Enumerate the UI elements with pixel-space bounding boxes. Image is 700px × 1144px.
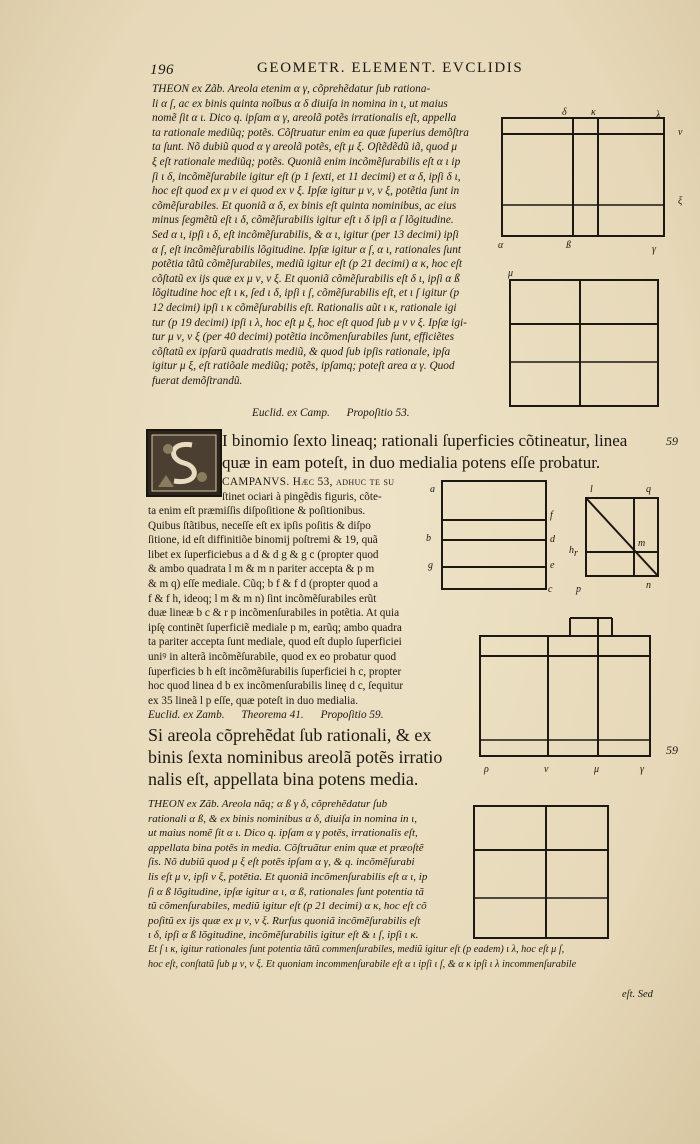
text-line: minus ſegmẽtũ eſt ι δ, cõmẽſurabilis igitur eſt ι δ ipſi α ſ lõgitudine.: [152, 214, 454, 227]
fig3-label: h: [569, 545, 574, 556]
text-line: hoc eſt, conſtatũ ſub μ ν, ν ξ. Et quoniam incommenſurabile eſt α ι ipſi ι ſ, & α κ ipſi ι λ incommenſurabile: [148, 958, 577, 970]
text-line: tũ cõmenſurabiles, mediũ igitur eſt (p 21 decimi) α κ, hoc eſt cõ: [148, 900, 427, 913]
figure-3: [442, 481, 546, 589]
text-line: li α ſ, ac ex binis quinta noĩbus α δ diuiſa in nomina in ι, ut maius: [152, 97, 448, 110]
text-line: ut maius nomẽ ſit α ι. Dico q. ipſam α γ potẽs, irrationalis eſt,: [148, 827, 418, 840]
fig3-label: b: [426, 533, 431, 544]
text-line: ι δ, ipſi α ß lõgitudine, incõmẽſurabilis igitur eſt & ι ſ, ipſi ι κ.: [148, 929, 419, 942]
text-line: α ſ, eſt incõmẽſurabilis lõgitudine. Ipſæ igitur α ſ, α ι, rationales ſunt: [152, 243, 461, 256]
text-line: ta pariter accepta ſunt mediale, quod eſt duplo ſuperficiei: [148, 636, 402, 649]
text-line: I binomio ſexto lineaq; rationali ſuperficies cõtineatur, linea: [222, 431, 628, 450]
text-line: & m q) eſſe mediale. Cũq; b f & f d (propter quod a: [148, 577, 378, 590]
fig5-label: ν: [544, 764, 549, 775]
text-line: igitur μ ξ, eſt ratiõale mediũq; potẽs, ipſamq; poteſt area α γ. Quod: [152, 360, 455, 373]
fig3-label: p: [576, 584, 581, 595]
fig1-label: ξ: [678, 196, 683, 207]
page-number: 196: [150, 62, 174, 78]
text-line: Sed α ι, ipſi ι δ, eſt incõmẽſurabilis, & α ι, igitur (per 13 decimi) ipſi: [152, 228, 459, 241]
text-line: Et ſ ι κ, igitur rationales ſunt potentia tãtũ commenſurabiles, mediũ igitur eſt (p eadem) ι λ, hoc eſt μ ſ,: [148, 944, 565, 955]
ref-source: Euclid. ex Camp.: [252, 407, 330, 419]
fig3-label: a: [430, 484, 435, 495]
text-line: duæ lineæ b c & r p incõmenſurabiles in potẽtia. At quia: [148, 607, 400, 620]
fig3-label: f: [550, 510, 553, 521]
text-line: 12 decimi) ipſi ι κ cõmẽſurabilis eſt. Rationalis aũt ι κ, rationale igi: [152, 301, 457, 314]
figure-4: [586, 498, 658, 576]
text-line: cõmẽſurabiles. Et quoniã α δ, ex binis eſt quinta nominibus, ac eius: [152, 199, 457, 212]
text-line: ſis. Nõ dubiũ quod μ ξ eſt potẽs ipſam α γ, & q. incõmẽſurabi: [148, 856, 415, 869]
text-line: rationali α ß, & ex binis nominibus α δ, diuiſa in nomina in ι,: [148, 812, 418, 825]
text-line: ta enim eſt præmiſſis diſpoſitione & poſitionibus.: [148, 505, 366, 517]
fig4-label: r: [574, 548, 578, 559]
text-line: THEON ex Zãb. Areola nãq; α ß γ δ, cõprehẽdatur ſub: [148, 798, 388, 810]
fig5-label: γ: [640, 764, 644, 775]
text-line: uniꝰ in alterã incõmẽſurabile, quod ex eo probatur quod: [148, 650, 397, 663]
text-line: ſi α ß lõgitudine, ipſæ igitur α ι, α ß, rationales ſunt potentia tã: [148, 885, 424, 898]
text-line: hoc quod linea d b ex incõmenſurabilis lineę d c, ſequitur: [148, 680, 404, 693]
text-line: cõſtatũ ex ijs quæ ex μ ν, ν ξ. Et quoniã cõmẽſurabilis eſt δ ι, ipſi α ß: [152, 272, 460, 285]
text-line: fuerat demõſtrandũ.: [152, 374, 243, 387]
figure-6: [474, 806, 608, 938]
margin-number: 59: [666, 434, 678, 448]
text-line: ſi ι δ, incõmẽſurabile igitur eſt (p 1 ſexti, et 11 decimi) et α δ, ipſi δ ι,: [152, 170, 461, 183]
fig1-label: δ: [562, 107, 567, 118]
text-line: CAMPANVS. Hæc 53, adhuc te ſu: [222, 476, 395, 488]
text-line: lis eſt μ ν, ipſi ν ξ, potẽtia. Et quoniã incõmenſurabilis eſt α ι, ip: [148, 870, 428, 883]
text-line: f & f h, ideoq; l m & m n) ſint incõmẽſurabiles erũt: [148, 592, 377, 605]
fig1-label: ν: [678, 127, 683, 138]
text-line: & ambo quadrata l m & m n pariter accepta & p m: [148, 563, 375, 576]
fig1-label: ß: [566, 240, 571, 251]
fig1-label: α: [498, 240, 504, 251]
text-line: ta rationale mediũq; potẽs. Cõſtruatur enim ea quæ ſuperius demõſtra: [152, 126, 469, 139]
fig3-label: d: [550, 534, 555, 545]
fig5-label: ρ: [484, 764, 489, 775]
text-line: ξ eſt rationale mediũq; potẽs. Quoniã enim incõmẽſurabilis eſt α ι ip: [152, 155, 461, 168]
figure-5: [480, 618, 650, 756]
figure-1: [502, 118, 664, 236]
catchword: eſt. Sed: [622, 989, 653, 1000]
ref-source: Euclid. ex Zamb.: [148, 709, 225, 721]
text-line: binis ſexta nominibus areolã potẽs irratio: [148, 747, 443, 767]
fig4-label: q: [646, 484, 651, 495]
running-title: GEOMETR. ELEMENT. EVCLIDIS: [257, 60, 524, 76]
text-line: Quibus ſtãtibus, neceſſe eſt ex ipſis poſitis & diſpo: [148, 519, 371, 532]
fig4-label: m: [638, 538, 646, 549]
text-line: poſitũ ex ijs quæ ex μ ν, ν ξ. Rurſus quoniã incõmẽſurabilis eſt: [148, 914, 421, 927]
fig3-label: g: [428, 560, 433, 571]
text-line: ex 35 lineã l p eſſe, quæ poteſt in duo medialia.: [148, 694, 359, 707]
fig1-label: γ: [652, 244, 656, 255]
text-line: ipſę continẽt ſuperficiẽ mediale p m, earũq; ambo quadra: [148, 621, 402, 634]
text-line: nalis eſt, appellata bina potens media.: [148, 769, 419, 789]
fig1-label: μ: [508, 268, 514, 279]
text-line: THEON ex Zãb. Areola etenim α γ, cõprehẽdatur ſub rationa-: [152, 83, 431, 95]
fig1-label: λ: [656, 110, 661, 121]
text-line: ſuperficies b h eſt incõmẽſurabilis ſuperficiei h c, propter: [148, 665, 402, 678]
text-line: cõſtatũ ex ipſarũ quadratis mediũ, & quod ſub ipſis rationale, ipſa: [152, 345, 451, 358]
fig3-label: c: [548, 584, 553, 595]
text-line: quæ in eam poteſt, in duo medialia potens eſſe probatur.: [222, 453, 601, 472]
fig5-label: μ: [594, 764, 600, 775]
text-line: libet ex ſuperficiebus a d & d g & g c (propter quod: [148, 548, 379, 561]
text-line: hoc eſt quod ex μ ν ei quod ex ν ξ. Ipſæ igitur μ ν, ν ξ, potẽtia ſunt in: [152, 185, 460, 198]
text-line: potẽtia tãtũ cõmẽſurabiles, mediũ igitur eſt (p 21 decimi) α κ, hoc eſt: [152, 258, 463, 271]
fig1-label: κ: [591, 107, 596, 118]
ref-proposition: Propoſitio 59.: [320, 709, 384, 721]
text-line: Si areola cõprehẽdat ſub rationali, & ex: [148, 725, 432, 745]
ref-theorem: Theorema 41.: [241, 709, 304, 721]
fig4-label: l: [590, 484, 593, 495]
text-line: ſtinet ociari à pingẽdis figuris, cõte-: [222, 490, 382, 503]
text-line: ſitione, id eſt diffinitiõe binomij poſtremi & 19, quã: [148, 534, 378, 547]
ref-proposition: Propoſitio 53.: [346, 407, 410, 419]
fig4-label: n: [646, 580, 651, 591]
text-line: nomẽ ſit α ι. Dico q. ipſam α γ, areolã potẽs irrationalis eſt, appella: [152, 112, 457, 125]
text-line: appellata bina potẽs in media. Cõſtruãtur enim quæ et præoſtẽ: [148, 841, 424, 854]
text-line: ta ſunt. Nõ dubiũ quod α γ areolã potẽs, eſt μ ξ. Oſtẽdẽdũ iã, quod μ: [152, 141, 458, 154]
margin-number: 59: [666, 743, 678, 757]
text-line: lõgitudine hoc eſt ι κ, ſed ι δ, ipſi ι ſ, cõmẽſurabilis eſt, et ι ſ igitur (p: [152, 287, 460, 300]
text-line: tur (p 19 decimi) ipſi ι λ, hoc eſt μ ξ, hoc eſt quod ſub μ ν ν ξ. Ipſæ igi-: [152, 316, 467, 329]
fig3-label: e: [550, 560, 555, 571]
text-line: tur μ ν, ν ξ (per 40 decimi) potẽtia incõmenſurabiles ſunt, efficiẽtes: [152, 331, 454, 344]
figure-2: [510, 280, 658, 406]
